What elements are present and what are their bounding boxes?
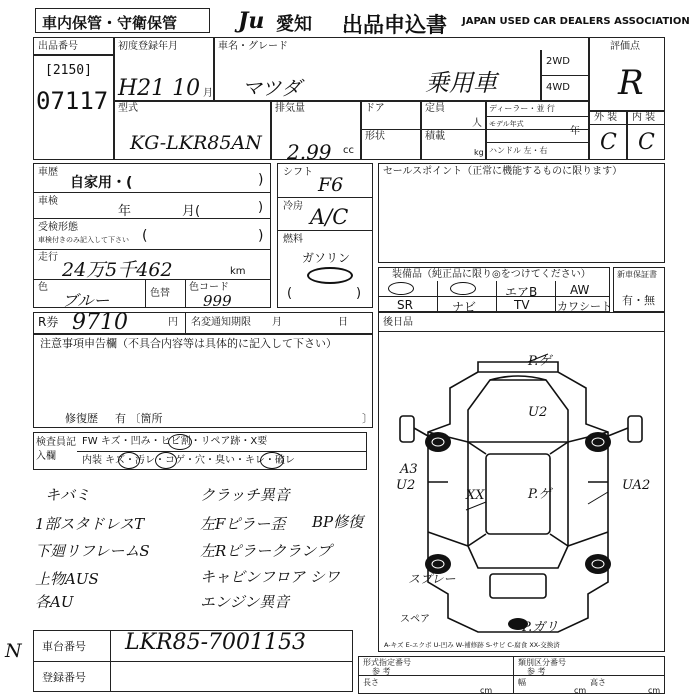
damage-legend: A-キズ E-エクボ U-凹み W-補修跡 S-サビ C-腐食 XX-交換済: [384, 641, 560, 649]
mark-front-pg: P.ゲ: [528, 354, 552, 369]
receipt-close: ): [258, 228, 264, 244]
mark-left-a3: A3: [400, 462, 418, 477]
capacity-label: 定員: [425, 103, 445, 114]
mark-left-xx: XX: [466, 488, 485, 503]
model-year-label: モデル年式: [489, 120, 524, 128]
door-label: ドア: [365, 103, 385, 114]
first-registration-label: 初度登録年月: [118, 41, 178, 52]
note-left-r-pillar: 左Rピラークランプ: [200, 542, 332, 560]
color-label: 色: [38, 282, 48, 293]
warranty-label: 新車保証書: [617, 270, 657, 279]
first-registration-value: H21 10: [118, 76, 201, 101]
mileage-unit: km: [230, 266, 246, 277]
note-underbody-frame: 下廻リフレームS: [35, 542, 150, 560]
month-unit: 月: [203, 88, 213, 99]
mark-right-ua2: UA2: [622, 478, 651, 493]
fuel-value: ガソリン: [302, 251, 351, 265]
note-left-f-pillar: 左Fピラー歪: [200, 515, 286, 533]
fuel-close: ): [356, 286, 362, 301]
shift-label: シフト: [283, 167, 313, 178]
registration-number-label: 登録番号: [42, 671, 86, 684]
lot-sub-number: [2150]: [45, 63, 92, 78]
meigi-day: 日: [338, 317, 348, 328]
drive-4wd: 4WD: [546, 82, 570, 93]
form-title: 出品申込書: [342, 13, 447, 37]
shape-label: 形状: [365, 131, 385, 142]
note-upper-body: 上物AUS: [35, 570, 99, 588]
interior-label: 内 装: [632, 112, 656, 123]
shaken-month: 月(: [182, 204, 201, 219]
mark-hood-u2: U2: [528, 405, 548, 420]
repair-close: 〕: [362, 412, 373, 425]
name-grade-label: 車名・グレード: [218, 41, 288, 52]
shaken-close: ): [258, 200, 264, 215]
navi-circle-mark: [450, 282, 476, 295]
scratch-circle-mark: [118, 452, 140, 469]
odor-circle-mark: [260, 452, 284, 469]
meigi-label: 名変通知期限: [191, 317, 251, 328]
mark-spray: スプレー: [408, 572, 456, 586]
history-label: 車歴: [38, 167, 58, 178]
dirt-circle-mark: [155, 452, 177, 469]
mark-rear-pgari: P.ガリ: [522, 620, 559, 635]
mileage-value: 24万5千462: [62, 259, 173, 281]
ref-label-1: 参 考: [372, 667, 391, 676]
inspector-label: 検査員記入欄: [36, 437, 76, 462]
color-change-label: 色替: [150, 288, 170, 299]
repair-label: 修復歴: [65, 412, 98, 425]
note-bp-repair: BP修復: [312, 513, 364, 531]
maker-name: マツダ: [242, 76, 302, 100]
storage-label: 車内保管・守衛保管: [42, 14, 178, 32]
shaken-year: 年: [118, 204, 132, 219]
atobiki-label: 後日品: [383, 317, 413, 328]
year-unit: 年: [570, 126, 580, 137]
mileage-label: 走行: [38, 252, 58, 263]
equipment-navi: ナビ: [452, 300, 477, 314]
mark-left-u2: U2: [396, 478, 416, 493]
length-label: 長さ: [363, 678, 379, 687]
notes-title: 注意事項申告欄（不具合内容等は具体的に記入して下さい）: [40, 337, 337, 350]
model-value: KG-LKR85AN: [130, 132, 262, 154]
shift-value: F6: [318, 174, 344, 196]
displacement-label: 排気量: [275, 103, 305, 114]
displacement-value: 2.99: [287, 140, 332, 164]
note-yellowing: キバミ: [45, 486, 91, 504]
height-unit: cm: [648, 686, 661, 695]
inspector-row1: FW キズ・凹み・ヒビ割・リペア跡・X要: [82, 436, 268, 447]
displacement-unit: cc: [343, 145, 354, 156]
sr-circle-mark: [388, 282, 414, 295]
note-clutch-noise: クラッチ異音: [200, 486, 290, 504]
dent-circle-mark: [168, 434, 192, 450]
ref-label-2: 参 考: [527, 667, 546, 676]
length-unit: cm: [480, 686, 493, 695]
keishiki-label: 形式指定番号: [363, 658, 411, 667]
note-studless-tire: 1部スタドレスT: [35, 515, 145, 533]
receipt-open: (: [142, 228, 148, 244]
equipment-sr: SR: [397, 298, 413, 312]
color-code-label: 色コード: [189, 282, 229, 293]
fuel-open: (: [287, 286, 293, 301]
history-value: 自家用・(: [70, 175, 133, 191]
ac-value: A/C: [310, 205, 349, 229]
rating-value: R: [618, 63, 644, 103]
model-label: 型式: [118, 103, 138, 114]
sales-point-label: セールスポイント（正常に機能するものに限ります）: [383, 166, 623, 177]
meigi-month: 月: [272, 317, 282, 328]
equipment-aw: AW: [570, 283, 590, 297]
association-name: JAPAN USED CAR DEALERS ASSOCIATION: [462, 16, 690, 27]
inspector-row2: 内装 キズ・汚レ・コゲ・穴・臭い・キレ・破レ: [82, 455, 295, 466]
exterior-label: 外 装: [594, 112, 618, 123]
note-each-au: 各AU: [35, 593, 74, 611]
interior-grade: C: [638, 130, 655, 155]
equipment-kawa-seat: カワシート: [557, 300, 612, 313]
sales-point-block: [378, 163, 665, 263]
note-cabin-floor: キャビンフロア シワ: [200, 568, 340, 586]
chassis-prefix: N: [5, 640, 22, 662]
shaken-label: 車検: [38, 196, 58, 207]
warranty-values: 有・無: [622, 294, 655, 307]
chassis-number: LKR85-7001153: [125, 630, 307, 655]
note-engine-noise: エンジン異音: [200, 593, 290, 611]
recycle-value: 9710: [72, 310, 128, 335]
exterior-grade: C: [600, 130, 617, 155]
vehicle-type: 乗用車: [425, 69, 497, 97]
chassis-label: 車台番号: [42, 640, 86, 653]
load-unit: kg: [474, 148, 484, 157]
dealer-label: ディーラー・並 行: [489, 104, 555, 113]
steering-label: ハンドル 左・右: [489, 146, 548, 155]
region-name: 愛知: [276, 14, 312, 35]
lot-number: 07117: [36, 87, 109, 115]
recycle-unit: 円: [168, 317, 178, 328]
height-label: 高さ: [590, 678, 606, 687]
load-label: 積載: [425, 131, 445, 142]
equipment-airbag: エアB: [505, 285, 538, 299]
mark-roof-pg: P.ゲ: [528, 487, 552, 502]
recycle-label: R券: [38, 315, 59, 329]
color-code-value: 999: [203, 292, 232, 310]
rating-label: 評価点: [610, 41, 640, 52]
receipt-label: 受検形態: [38, 222, 78, 233]
receipt-note: 車検付きのみ記入して下さい: [38, 236, 129, 244]
width-label: 幅: [518, 678, 526, 687]
fuel-label: 燃料: [283, 234, 303, 245]
spare-label: スペア: [400, 614, 430, 625]
capacity-unit: 人: [472, 118, 482, 129]
equipment-tv: TV: [514, 298, 530, 312]
ruibetsu-label: 類別区分番号: [518, 658, 566, 667]
repair-value: 有 〔箇所: [115, 412, 163, 425]
ac-label: 冷房: [283, 201, 303, 212]
width-unit: cm: [574, 686, 587, 695]
color-value: ブルー: [62, 291, 110, 310]
history-close: ): [258, 172, 264, 188]
equipment-title: 装備品（純正品に限り◎をつけてください）: [392, 269, 591, 280]
ju-logo: Ju: [238, 8, 265, 34]
fuel-circle-mark: [307, 267, 353, 284]
drive-2wd: 2WD: [546, 56, 570, 67]
lot-number-label: 出品番号: [38, 41, 78, 52]
